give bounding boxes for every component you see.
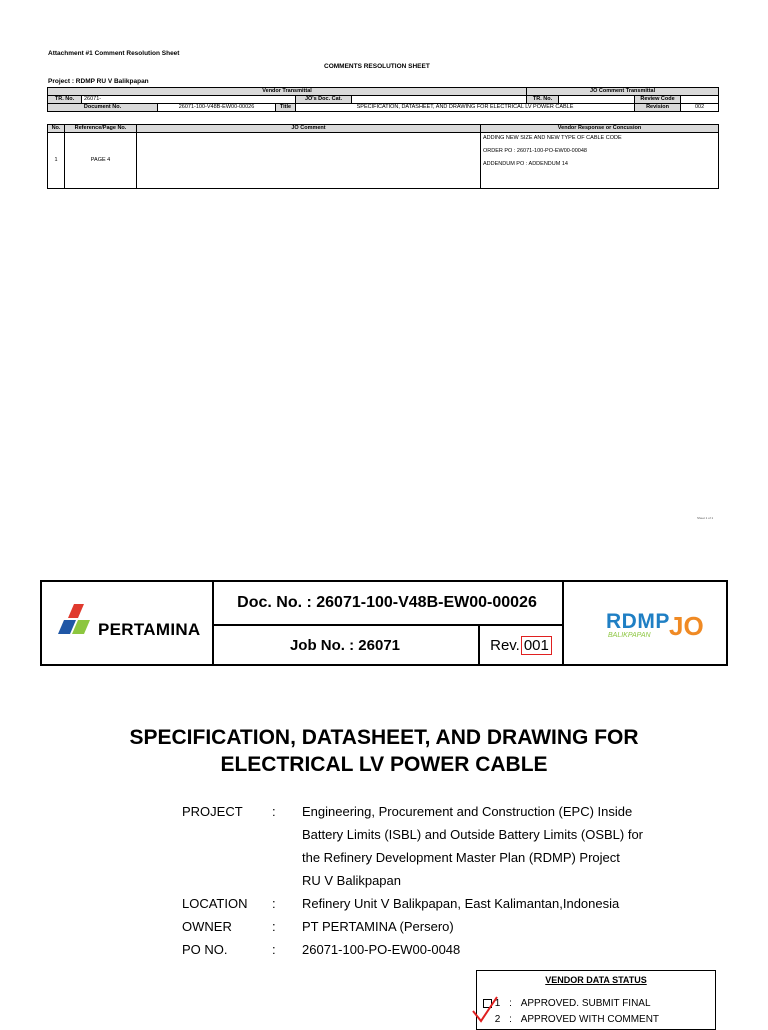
response-line: ORDER PO : 26071-100-PO-EW00-00048: [483, 148, 587, 154]
owner-label: OWNER: [182, 919, 232, 934]
tr-no-label: TR. No.: [48, 96, 82, 104]
title-line-1: SPECIFICATION, DATASHEET, AND DRAWING FOR: [129, 726, 639, 749]
project-line: RU V Balikpapan: [302, 873, 401, 888]
col-no: No.: [48, 125, 65, 133]
title-value: SPECIFICATION, DATASHEET, AND DRAWING FOR ELECTRICAL LV POWER CABLE: [296, 104, 635, 112]
project-line: Project : RDMP RU V Balikpapan: [48, 78, 149, 85]
colon: :: [272, 919, 276, 934]
pertamina-wordmark: PERTAMINA: [98, 620, 201, 639]
status-item-1: [483, 998, 651, 1009]
rdmp-logo-text: RDMP: [606, 610, 670, 633]
po-value: 26071-100-PO-EW00-0048: [302, 942, 461, 957]
rev-value: 001: [521, 636, 552, 655]
jo-doc-cat-label: JO's Doc. Cat.: [296, 96, 352, 104]
col-vendor-response: Vendor Response or Concusion: [481, 125, 719, 133]
jo-doc-cat-value: [352, 96, 527, 104]
title-block: [40, 580, 728, 666]
status-text: APPROVED. SUBMIT FINAL: [520, 998, 651, 1009]
status-colon: :: [509, 1014, 512, 1025]
jo-comment-transmittal-header: JO Comment Transmittal: [527, 88, 719, 96]
sheet-footer: Sheet 1 of 1: [697, 516, 714, 520]
row-jo-comment: [137, 133, 481, 189]
rdmp-jo-logo: [562, 582, 726, 664]
col-ref: Reference/Page No.: [65, 125, 137, 133]
pertamina-logo: [42, 582, 214, 664]
vendor-status-title: VENDOR DATA STATUS: [545, 975, 647, 985]
colon: :: [272, 942, 276, 957]
project-line: Engineering, Procurement and Construction (EPC) Inside: [302, 804, 633, 819]
jo-tr-no-label: TR. No.: [527, 96, 559, 104]
comments-table: [47, 124, 719, 189]
tr-no-value: 26071-: [82, 96, 296, 104]
vendor-transmittal-header: Vendor Transmittal: [48, 88, 527, 96]
rev: [480, 626, 562, 664]
project-info: [0, 804, 768, 964]
response-line: ADDING NEW SIZE AND NEW TYPE OF CABLE CODE: [483, 135, 622, 141]
status-colon: :: [509, 998, 512, 1009]
rev-label: Rev.: [490, 636, 520, 654]
status-item-2: [483, 1014, 659, 1025]
rdmp-sub-text: BALIKPAPAN: [608, 632, 651, 639]
location-value: Refinery Unit V Balikpapan, East Kalimantan,Indonesia: [302, 896, 620, 911]
row-no: 1: [48, 133, 65, 189]
review-code-label: Review Code: [635, 96, 681, 104]
response-line: ADDENDUM PO : ADDENDUM 14: [483, 161, 568, 167]
colon: :: [272, 804, 276, 819]
transmittal-table: [47, 87, 719, 112]
review-code-value: [681, 96, 719, 104]
status-text: APPROVED WITH COMMENT: [520, 1014, 660, 1025]
po-label: PO NO.: [182, 942, 228, 957]
owner-value: PT PERTAMINA (Persero): [302, 919, 454, 934]
table-row: [48, 133, 719, 189]
revision-label: Revision: [635, 104, 681, 112]
title-line-2: ELECTRICAL LV POWER CABLE: [220, 753, 548, 776]
doc-no: Doc. No. : 26071-100-V48B-EW00-00026: [212, 582, 562, 626]
col-jo-comment: JO Comment: [137, 125, 481, 133]
job-no: Job No. : 26071: [212, 626, 480, 664]
colon: :: [272, 896, 276, 911]
pertamina-mark-icon: [52, 600, 102, 650]
row-ref: PAGE 4: [65, 133, 137, 189]
project-label: PROJECT: [182, 804, 243, 819]
project-line: Battery Limits (ISBL) and Outside Battery Limits (OSBL) for: [302, 827, 644, 842]
sheet-title: COMMENTS RESOLUTION SHEET: [324, 63, 430, 70]
vendor-data-status: [476, 970, 716, 1030]
document-no-label: Document No.: [48, 104, 158, 112]
revision-value: 002: [681, 104, 719, 112]
status-num: 1: [494, 998, 501, 1009]
location-label: LOCATION: [182, 896, 248, 911]
red-check-mark-icon: [469, 993, 499, 1023]
jo-logo-text: JO: [669, 611, 704, 641]
title-label: Title: [276, 104, 296, 112]
status-num: 2: [494, 1014, 501, 1025]
document-no-value: 26071-100-V48B-EW00-00026: [158, 104, 276, 112]
project-line: the Refinery Development Master Plan (RDMP) Project: [302, 850, 620, 865]
jo-tr-no-value: [559, 96, 635, 104]
document-title: [60, 724, 708, 778]
row-vendor-response: [481, 133, 719, 189]
attachment-title: Attachment #1 Comment Resolution Sheet: [48, 50, 180, 57]
